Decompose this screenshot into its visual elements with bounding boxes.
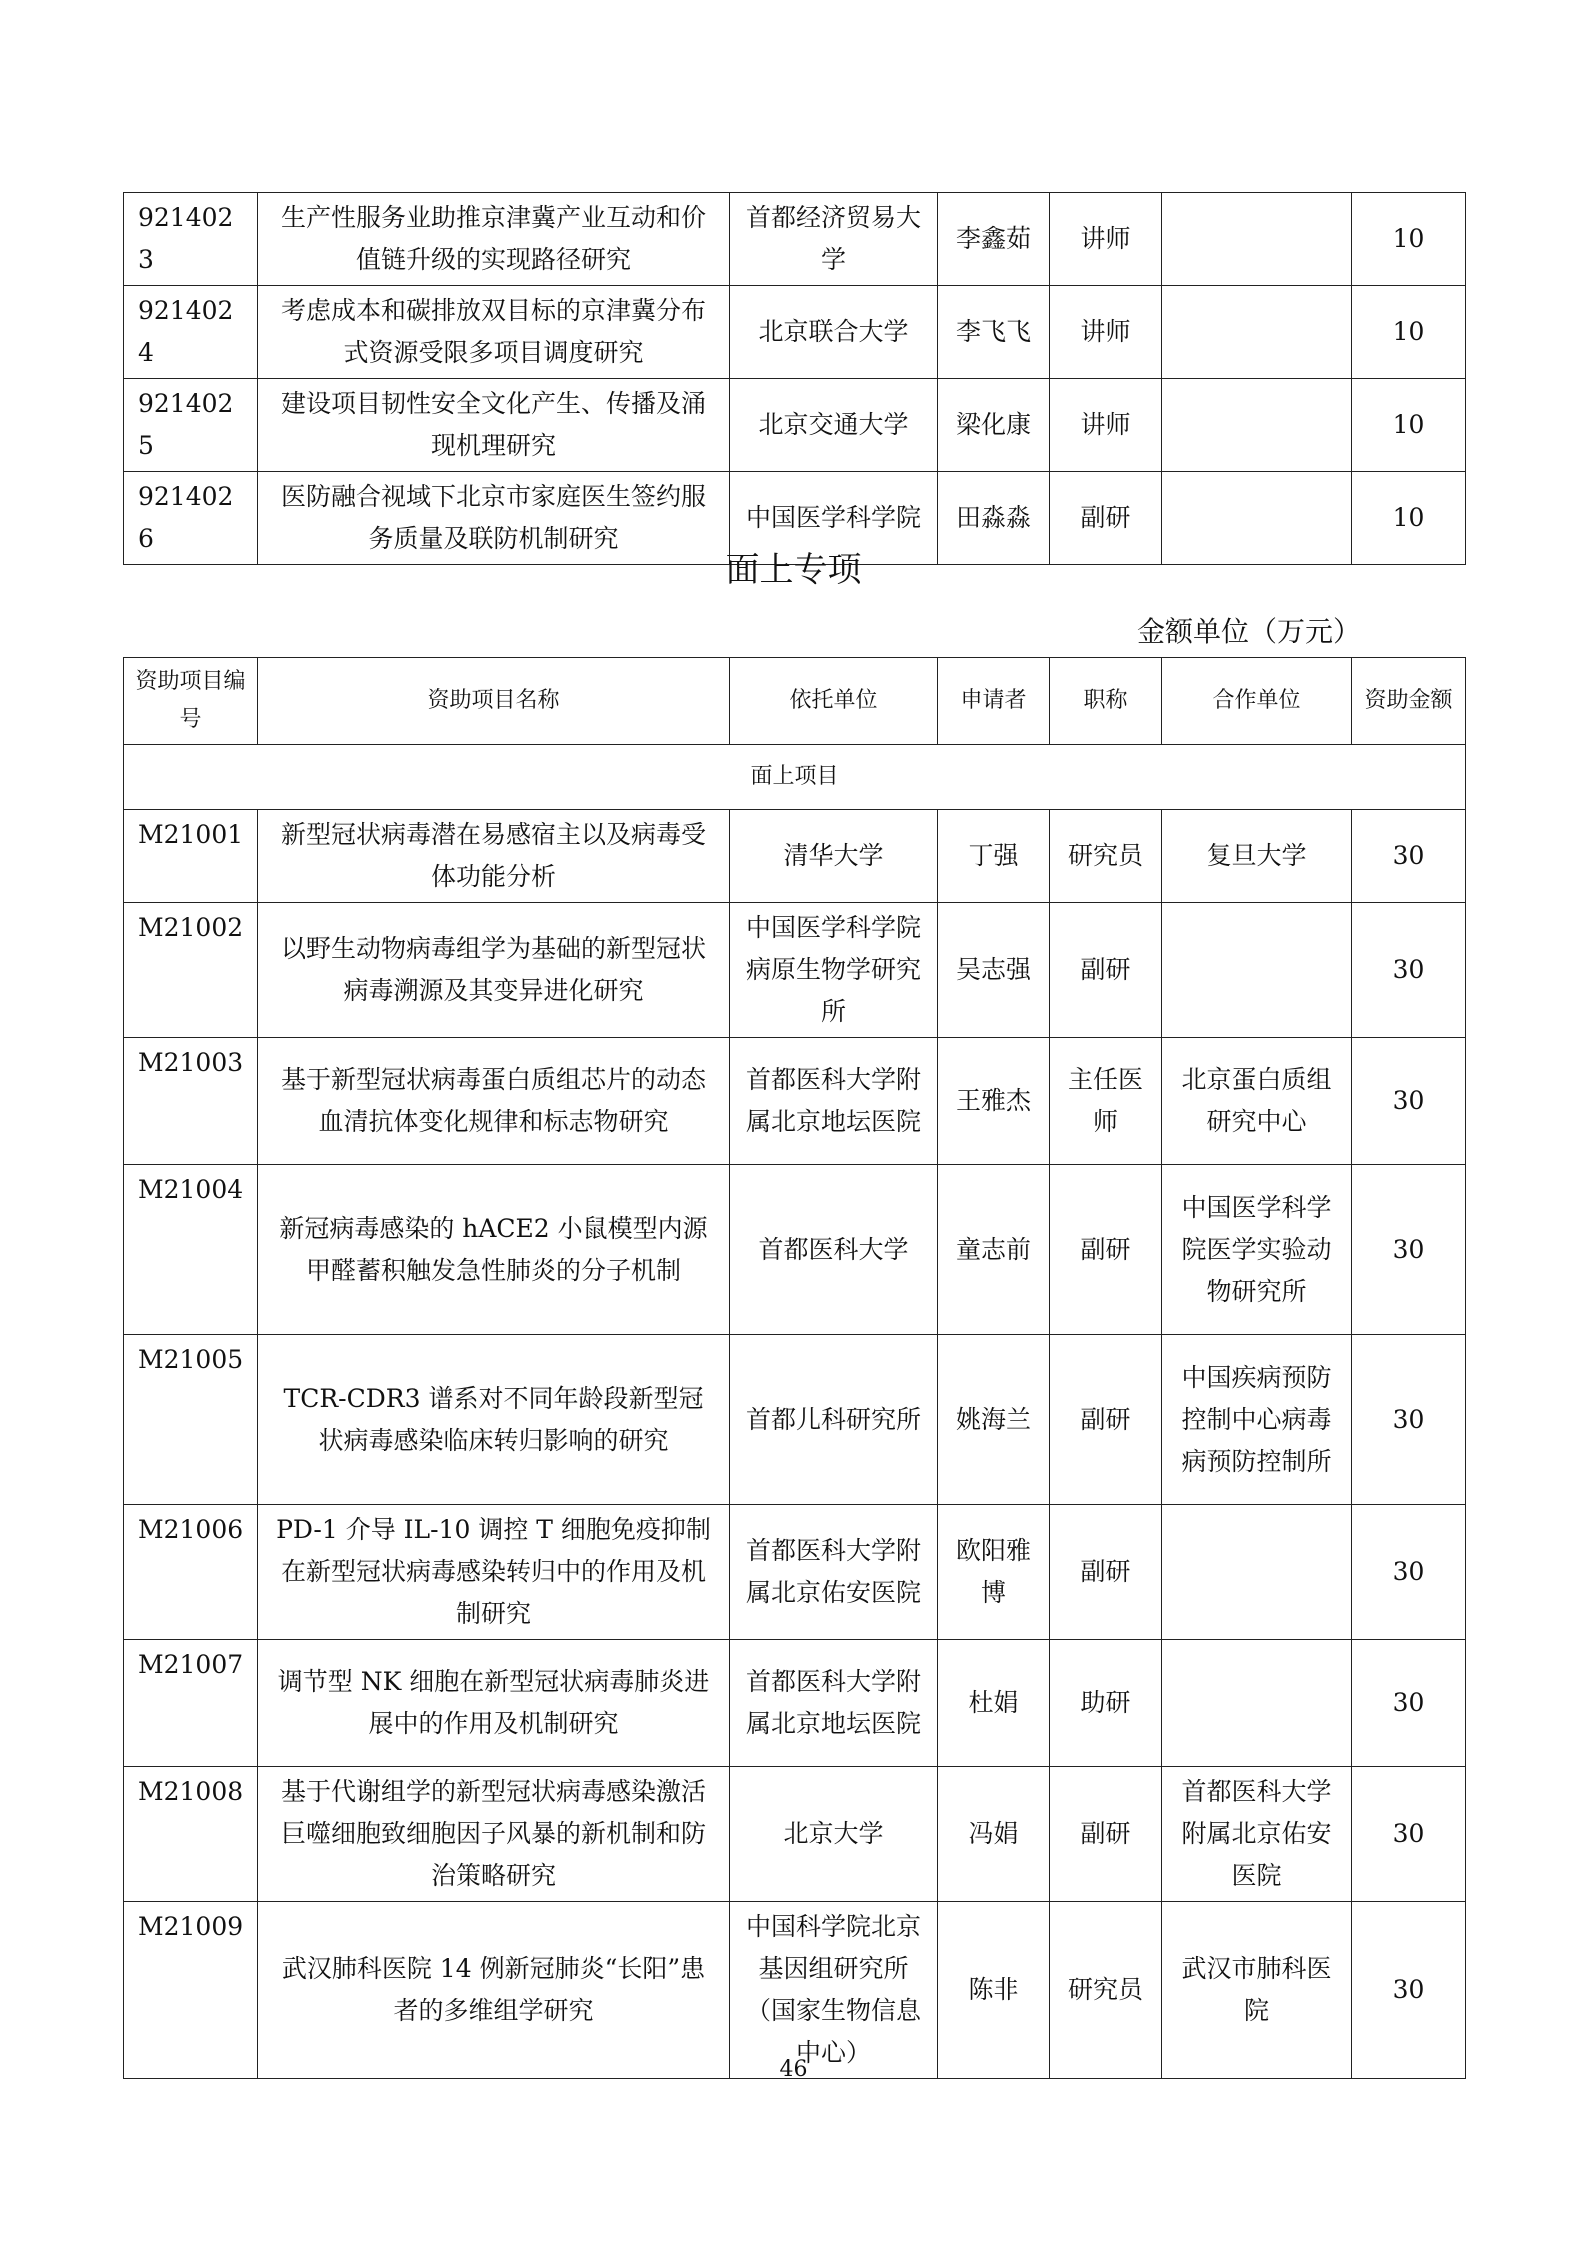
table-row: [124, 1038, 1466, 1165]
cell-org: 清华大学: [730, 810, 938, 903]
header-partner: 合作单位: [1162, 658, 1352, 745]
cell-title: 研究员: [1050, 810, 1162, 903]
cell-code: M21004: [124, 1165, 258, 1335]
table-row: [124, 1335, 1466, 1505]
cell-partner: [1162, 1640, 1352, 1767]
header-applicant: 申请者: [938, 658, 1050, 745]
cell-amount: 30: [1352, 1640, 1466, 1767]
cell-name: 医防融合视域下北京市家庭医生签约服务质量及联防机制研究: [258, 472, 730, 565]
cell-code: 9214026: [124, 472, 258, 565]
cell-title: 副研: [1050, 1165, 1162, 1335]
cell-name: 以野生动物病毒组学为基础的新型冠状病毒溯源及其变异进化研究: [258, 903, 730, 1038]
cell-name: 考虑成本和碳排放双目标的京津冀分布式资源受限多项目调度研究: [258, 286, 730, 379]
cell-org: 中国医学科学院: [730, 472, 938, 565]
header-name: 资助项目名称: [258, 658, 730, 745]
cell-name: PD-1 介导 IL-10 调控 T 细胞免疫抑制在新型冠状病毒感染转归中的作用及机制研究: [258, 1505, 730, 1640]
cell-amount: 30: [1352, 1902, 1466, 2079]
cell-amount: 10: [1352, 193, 1466, 286]
cell-code: M21001: [124, 810, 258, 903]
table-row: [124, 193, 1466, 286]
table-row: [124, 1767, 1466, 1902]
header-code: 资助项目编号: [124, 658, 258, 745]
funding-table: [123, 657, 1466, 2079]
table-row: [124, 1165, 1466, 1335]
page-number: 46: [779, 2057, 808, 2082]
cell-amount: 30: [1352, 903, 1466, 1038]
header-title: 职称: [1050, 658, 1162, 745]
table-row: [124, 379, 1466, 472]
cell-partner: 首都医科大学附属北京佑安医院: [1162, 1767, 1352, 1902]
cell-name: TCR-CDR3 谱系对不同年龄段新型冠状病毒感染临床转归影响的研究: [258, 1335, 730, 1505]
table-header-row: [124, 658, 1466, 745]
cell-org: 北京联合大学: [730, 286, 938, 379]
cell-amount: 30: [1352, 1335, 1466, 1505]
cell-partner: 复旦大学: [1162, 810, 1352, 903]
cell-applicant: 姚海兰: [938, 1335, 1050, 1505]
cell-code: M21006: [124, 1505, 258, 1640]
cell-applicant: 欧阳雅博: [938, 1505, 1050, 1640]
cell-amount: 30: [1352, 810, 1466, 903]
cell-name: 建设项目韧性安全文化产生、传播及涌现机理研究: [258, 379, 730, 472]
cell-org: 首都医科大学附属北京地坛医院: [730, 1640, 938, 1767]
cell-org: 首都医科大学: [730, 1165, 938, 1335]
cell-org: 首都儿科研究所: [730, 1335, 938, 1505]
cell-code: M21002: [124, 903, 258, 1038]
cell-org: 中国科学院北京基因组研究所（国家生物信息中心）: [730, 1902, 938, 2079]
cell-org: 北京交通大学: [730, 379, 938, 472]
cell-title: 副研: [1050, 1335, 1162, 1505]
cell-name: 基于代谢组学的新型冠状病毒感染激活巨噬细胞致细胞因子风暴的新机制和防治策略研究: [258, 1767, 730, 1902]
header-amount: 资助金额: [1352, 658, 1466, 745]
table-row: [124, 810, 1466, 903]
cell-name: 调节型 NK 细胞在新型冠状病毒肺炎进展中的作用及机制研究: [258, 1640, 730, 1767]
cell-org: 首都经济贸易大学: [730, 193, 938, 286]
cell-title: 讲师: [1050, 193, 1162, 286]
table-row: [124, 1640, 1466, 1767]
cell-title: 副研: [1050, 472, 1162, 565]
cell-title: 副研: [1050, 1767, 1162, 1902]
subsection-label: 面上项目: [124, 745, 1466, 810]
cell-code: M21009: [124, 1902, 258, 2079]
cell-applicant: 冯娟: [938, 1767, 1050, 1902]
cell-code: M21008: [124, 1767, 258, 1902]
table-row: [124, 1902, 1466, 2079]
cell-name: 新型冠状病毒潜在易感宿主以及病毒受体功能分析: [258, 810, 730, 903]
table-row: [124, 903, 1466, 1038]
cell-amount: 10: [1352, 379, 1466, 472]
cell-org: 北京大学: [730, 1767, 938, 1902]
cell-title: 讲师: [1050, 286, 1162, 379]
cell-amount: 30: [1352, 1038, 1466, 1165]
subsection-row: [124, 745, 1466, 810]
cell-code: M21007: [124, 1640, 258, 1767]
cell-title: 研究员: [1050, 1902, 1162, 2079]
cell-amount: 10: [1352, 286, 1466, 379]
cell-name: 基于新型冠状病毒蛋白质组芯片的动态血清抗体变化规律和标志物研究: [258, 1038, 730, 1165]
section-title: 面上专项: [725, 550, 862, 590]
cell-amount: 30: [1352, 1165, 1466, 1335]
cell-name: 生产性服务业助推京津冀产业互动和价值链升级的实现路径研究: [258, 193, 730, 286]
cell-applicant: 王雅杰: [938, 1038, 1050, 1165]
cell-title: 副研: [1050, 903, 1162, 1038]
cell-code: M21005: [124, 1335, 258, 1505]
cell-applicant: 丁强: [938, 810, 1050, 903]
amount-unit-label: 金额单位（万元）: [1136, 615, 1361, 648]
cell-title: 讲师: [1050, 379, 1162, 472]
cell-code: 9214025: [124, 379, 258, 472]
cell-code: M21003: [124, 1038, 258, 1165]
cell-partner: 中国医学科学院医学实验动物研究所: [1162, 1165, 1352, 1335]
cell-amount: 30: [1352, 1767, 1466, 1902]
cell-applicant: 李鑫茹: [938, 193, 1050, 286]
cell-org: 首都医科大学附属北京佑安医院: [730, 1505, 938, 1640]
top-project-table: [123, 192, 1466, 565]
cell-partner: 北京蛋白质组研究中心: [1162, 1038, 1352, 1165]
header-org: 依托单位: [730, 658, 938, 745]
cell-code: 9214024: [124, 286, 258, 379]
cell-org: 中国医学科学院病原生物学研究所: [730, 903, 938, 1038]
cell-applicant: 陈非: [938, 1902, 1050, 2079]
cell-title: 助研: [1050, 1640, 1162, 1767]
table-row: [124, 1505, 1466, 1640]
cell-org: 首都医科大学附属北京地坛医院: [730, 1038, 938, 1165]
cell-partner: 中国疾病预防控制中心病毒病预防控制所: [1162, 1335, 1352, 1505]
cell-title: 副研: [1050, 1505, 1162, 1640]
cell-title: 主任医师: [1050, 1038, 1162, 1165]
cell-code: 9214023: [124, 193, 258, 286]
cell-applicant: 吴志强: [938, 903, 1050, 1038]
cell-amount: 10: [1352, 472, 1466, 565]
cell-applicant: 田淼淼: [938, 472, 1050, 565]
cell-partner: 武汉市肺科医院: [1162, 1902, 1352, 2079]
cell-name: 武汉肺科医院 14 例新冠肺炎“长阳”患者的多维组学研究: [258, 1902, 730, 2079]
cell-applicant: 童志前: [938, 1165, 1050, 1335]
cell-partner: [1162, 903, 1352, 1038]
cell-applicant: 杜娟: [938, 1640, 1050, 1767]
cell-amount: 30: [1352, 1505, 1466, 1640]
cell-applicant: 梁化康: [938, 379, 1050, 472]
table-row: [124, 286, 1466, 379]
cell-partner: [1162, 379, 1352, 472]
cell-name: 新冠病毒感染的 hACE2 小鼠模型内源甲醛蓄积触发急性肺炎的分子机制: [258, 1165, 730, 1335]
cell-partner: [1162, 193, 1352, 286]
cell-partner: [1162, 1505, 1352, 1640]
cell-partner: [1162, 286, 1352, 379]
cell-applicant: 李飞飞: [938, 286, 1050, 379]
